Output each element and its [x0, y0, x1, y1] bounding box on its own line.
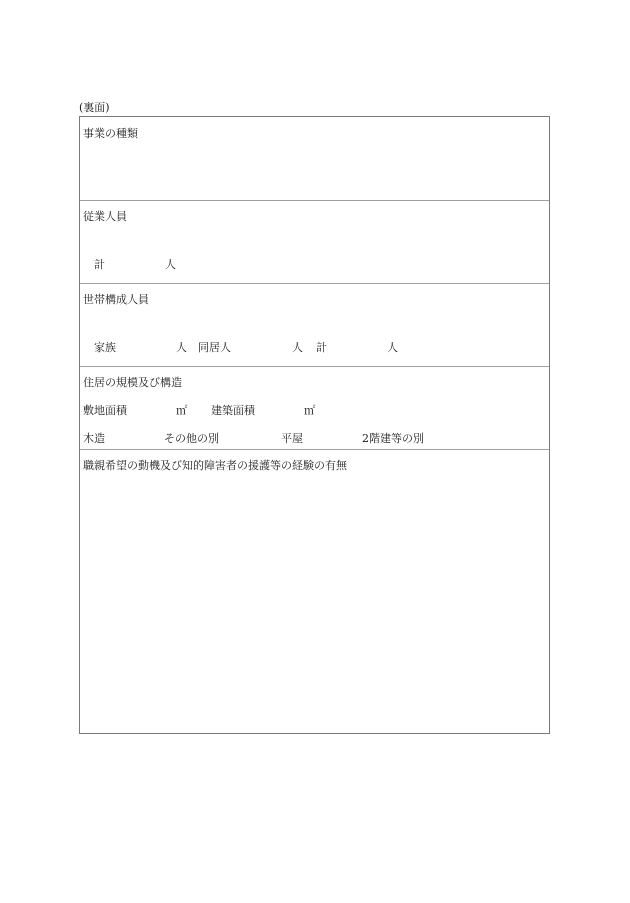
two-story-label: 2階建等の別 [362, 432, 424, 445]
household-family-label: 家族 [94, 341, 116, 354]
section-employees [80, 200, 549, 284]
household-total-unit: 人 [387, 341, 398, 354]
page-side-label: (裏面) [79, 101, 110, 114]
building-area-unit: ㎡ [304, 404, 315, 417]
employees-total-unit: 人 [165, 258, 176, 271]
household-cohabitant-unit: 人 [292, 341, 303, 354]
section-household [80, 283, 549, 367]
application-form-back [79, 116, 550, 734]
site-area-unit: ㎡ [176, 404, 187, 417]
wooden-label: 木造 [83, 432, 105, 445]
building-area-label: 建築面積 [211, 404, 255, 417]
household-title: 世帯構成人員 [83, 293, 149, 306]
section-motivation [80, 449, 549, 733]
section-residence [80, 366, 549, 450]
employees-total-label: 計 [94, 258, 105, 271]
business-type-title: 事業の種類 [83, 127, 138, 140]
residence-title: 住居の規模及び構造 [83, 376, 182, 389]
household-cohabitant-label: 同居人 [198, 341, 231, 354]
single-story-label: 平屋 [281, 432, 303, 445]
section-business-type [80, 117, 549, 201]
other-structure-label: その他の別 [164, 432, 219, 445]
household-family-unit: 人 [176, 341, 187, 354]
site-area-label: 敷地面積 [83, 404, 127, 417]
employees-title: 従業人員 [83, 210, 127, 223]
motivation-title: 職親希望の動機及び知的障害者の援護等の経験の有無 [83, 459, 347, 472]
household-total-label: 計 [316, 341, 327, 354]
